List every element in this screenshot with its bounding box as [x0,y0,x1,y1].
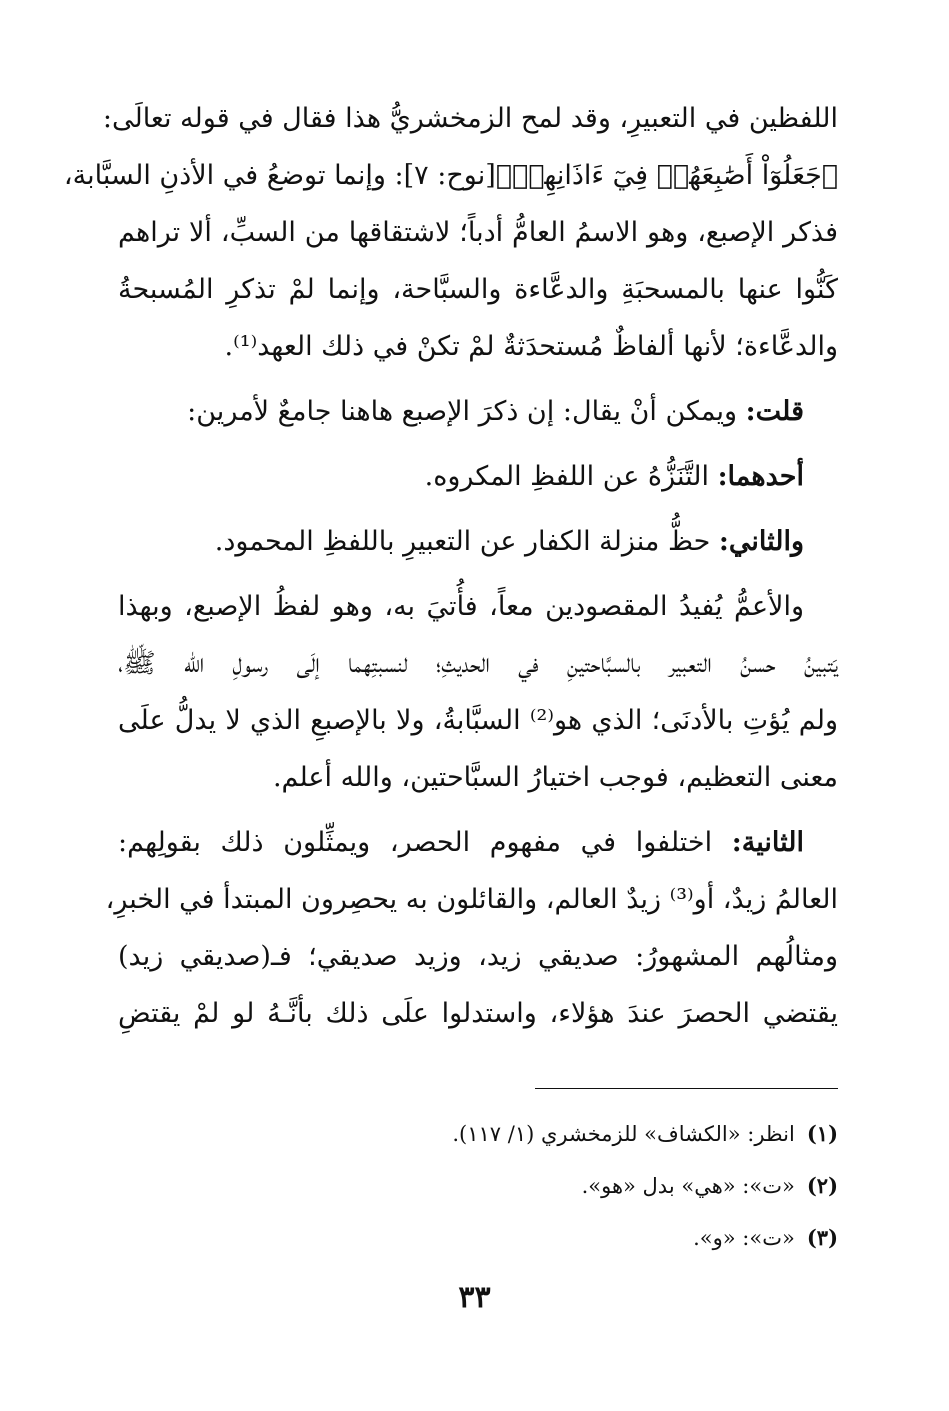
text-line: ﴿جَعَلُوٓاْ أَصَٰبِعَهُمۡ فِيٓ ءَاذَانِهِمۡ﴾[نوح: ٧]: وإنما توضعُ في الأذنِ السبَّابة، [63,160,838,191]
footnote-number: (٢) [806,1173,838,1198]
footnote-text: «ت»: «هي» بدل «هو». [581,1174,795,1198]
paragraph-text: اختلفوا في مفهوم الحصر، ويمثِّلون ذلك بقولِهم: [118,827,732,858]
footnote-item [118,1108,838,1160]
text-line: والدعَّاءة؛ لأنها ألفاظٌ مُستحدَثةٌ لمْ تكنْ في ذلك العهد⁽¹⁾. [224,331,838,362]
paragraph-6 [105,814,838,1042]
text-line: ومثالُهم المشهورُ: صديقي زيد، وزيد صديقي؛ فـ(صديقي زيد) [118,941,838,972]
footnote-divider [535,1088,838,1089]
text-line: العالمُ زيدٌ، أو⁽³⁾ زيدٌ العالم، والقائلون به يحصِرون المبتدأ في الخبرِ، [105,884,838,915]
paragraph-3 [118,448,838,505]
text-line: معنى التعظيم، فوجب اختيارُ السبَّاحتين، والله أعلم. [272,762,838,793]
text-line: اللفظين في التعبيرِ، وقد لمح الزمخشريُّ هذا فقال في قوله تعالَى: [102,103,838,134]
paragraph-1 [63,90,838,375]
paragraph-lead: الثانية: [731,827,804,858]
text-line: كَنُّوا عنها بالمسحبَةِ والدعَّاءة والسبَّاحة، وإنما لمْ تذكرِ المُسبحةُ [118,274,838,305]
paragraph-text: حظُّ منزلة الكفار عن التعبيرِ باللفظِ المحمود. [214,526,719,557]
footnotes [118,1108,838,1264]
footnote-number: (٣) [806,1225,838,1250]
footnote-number: (١) [806,1121,838,1146]
paragraph-lead: والثاني: [718,526,804,557]
paragraph-4 [118,513,838,570]
paragraph-lead: أحدهما: [717,461,804,492]
text-line: فذكر الإصبع، وهو الاسمُ العامُّ أدباً؛ لاشتقاقها من السبِّ، ألا تراهم [118,217,838,248]
paragraph-2 [118,383,838,440]
footnote-text: انظر: «الكشاف» للزمخشري (١/ ١١٧). [452,1122,795,1146]
paragraph-5 [118,578,838,806]
text-line: يقتضي الحصرَ عندَ هؤلاء، واستدلوا علَى ذلك بأنَّـهُ لو لمْ يقتضِ [118,998,838,1029]
text-line [118,814,838,871]
footnote-item [118,1160,838,1212]
paragraph-text: التَّنَزُّهُ عن اللفظِ المكروه. [424,461,718,492]
page-number: ٣٣ [458,1280,491,1315]
text-line: ولم يُؤتِ بالأدنَى؛ الذي هو⁽²⁾ السبَّابةُ، ولا بالإصبعِ الذي لا يدلُّ علَى [118,705,839,736]
footnote-text: «ت»: «و». [693,1226,795,1250]
text-line: يَتبينُ حسنُ التعبير بالسبَّاحتينِ في الحديثِ؛ لنسبتِهما إلَى رسولِ الله ﷺ، [118,648,838,679]
paragraph-text: ويمكن أنْ يقال: إن ذكرَ الإصبع هاهنا جامعٌ لأمرين: [187,396,746,427]
text-line: والأعمُّ يُفيدُ المقصودين معاً، فأُتيَ به، وهو لفظُ الإصبع، وبهذا [118,591,804,622]
main-text [63,90,839,1042]
paragraph-lead: قلت: [745,396,804,427]
footnote-item [118,1212,838,1264]
